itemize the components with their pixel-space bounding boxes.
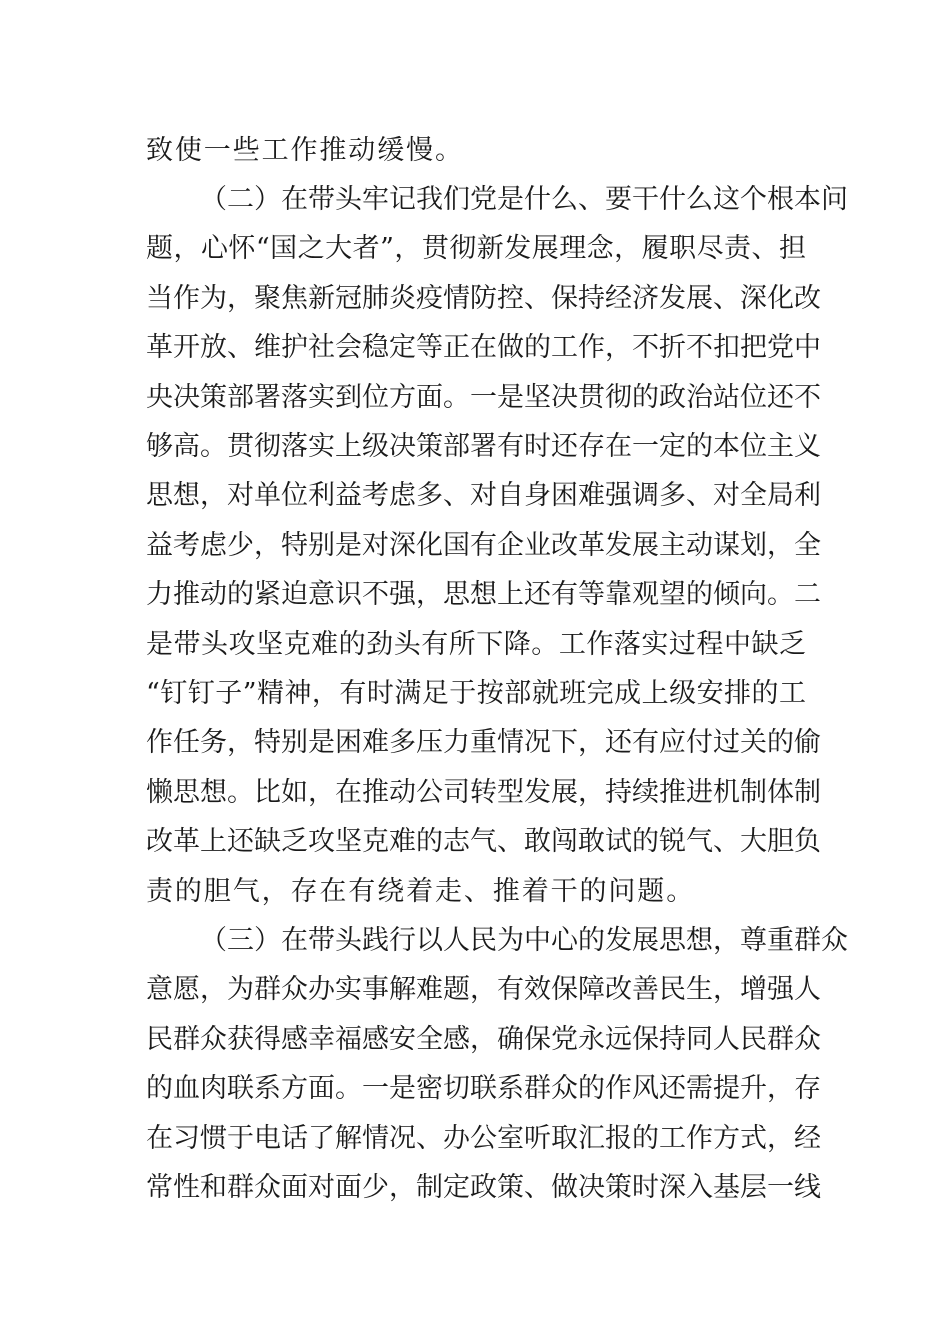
text-line: 致使一些工作推动缓慢。 xyxy=(146,135,464,166)
text-line: （二）在带头牢记我们党是什么、要干什么这个根本问 xyxy=(200,184,848,215)
text-line: 意愿，为群众办实事解难题，有效保障改善民生，增强人 xyxy=(146,974,821,1005)
text-line: （三）在带头践行以人民为中心的发展思想，尊重群众 xyxy=(200,925,848,956)
text-line: 懒思想。比如，在推动公司转型发展，持续推进机制体制 xyxy=(146,777,821,808)
text-line: 责的胆气，存在有绕着走、推着干的问题。 xyxy=(146,876,696,907)
text-line: 革开放、维护社会稳定等正在做的工作，不折不扣把党中 xyxy=(146,332,821,363)
text-line: 央决策部署落实到位方面。一是坚决贯彻的政治站位还不 xyxy=(146,382,821,413)
text-line: 民群众获得感幸福感安全感，确保党永远保持同人民群众 xyxy=(146,1024,821,1055)
text-line: 改革上还缺乏攻坚克难的志气、敢闯敢试的锐气、大胆负 xyxy=(146,826,821,857)
text-line: 够高。贯彻落实上级决策部署有时还存在一定的本位主义 xyxy=(146,431,821,462)
text-line: 是带头攻坚克难的劲头有所下降。工作落实过程中缺乏 xyxy=(146,629,806,660)
text-line: 作任务，特别是困难多压力重情况下，还有应付过关的偷 xyxy=(146,727,821,758)
text-line: 当作为，聚焦新冠肺炎疫情防控、保持经济发展、深化改 xyxy=(146,283,821,314)
text-line: 的血肉联系方面。一是密切联系群众的作风还需提升，存 xyxy=(146,1073,821,1104)
text-line: 力推动的紧迫意识不强，思想上还有等靠观望的倾向。二 xyxy=(146,579,821,610)
text-line: “钉钉子”精神，有时满足于按部就班完成上级安排的工 xyxy=(146,678,806,709)
text-line: 益考虑少，特别是对深化国有企业改革发展主动谋划，全 xyxy=(146,530,821,561)
text-line: 在习惯于电话了解情况、办公室听取汇报的工作方式，经 xyxy=(146,1123,821,1154)
text-line: 思想，对单位利益考虑多、对自身困难强调多、对全局利 xyxy=(146,480,821,511)
text-line: 常性和群众面对面少，制定政策、做决策时深入基层一线 xyxy=(146,1172,821,1203)
text-line: 题，心怀“国之大者”，贯彻新发展理念，履职尽责、担 xyxy=(146,233,806,264)
